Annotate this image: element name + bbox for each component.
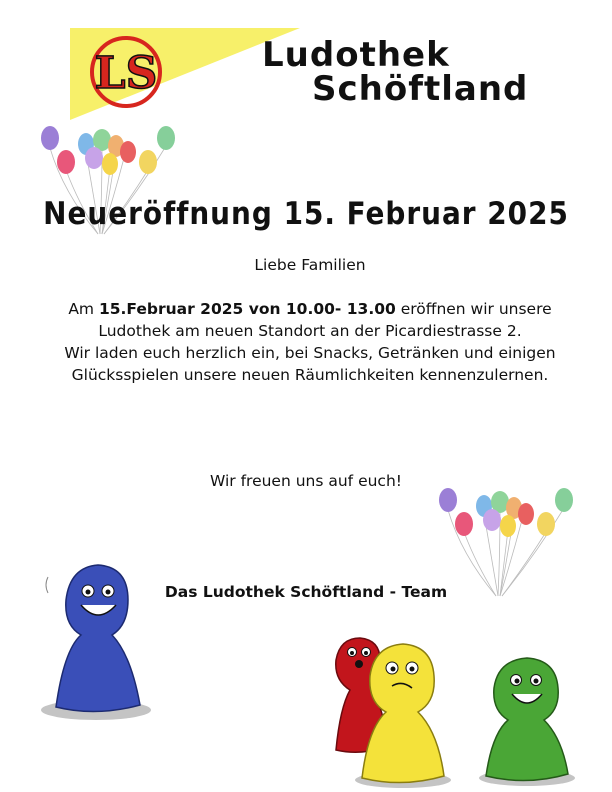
- svg-text:LS: LS: [94, 48, 158, 99]
- green-pawn-icon: [472, 650, 582, 790]
- p1-prefix: Am: [68, 300, 99, 318]
- brand-name: [262, 35, 552, 109]
- headline: Neueröffnung 15. Februar 2025: [43, 196, 569, 232]
- closing-line: Wir freuen uns auf euch!: [209, 472, 402, 490]
- brand-line-1: Ludothek: [262, 35, 450, 75]
- signature: Das Ludothek Schöftland - Team: [164, 583, 448, 601]
- invitation-body: [60, 254, 560, 386]
- paragraph-1: [60, 298, 560, 342]
- blue-pawn-icon: [36, 555, 156, 725]
- paragraph-2: Wir laden euch herzlich ein, bei Snacks, Getränken und einigen Glücksspielen unsere neuen Räumlichkeiten kennenzulernen.: [64, 344, 556, 384]
- yellow-pawn-icon: [348, 632, 458, 792]
- brand-line-2: Schöftland: [312, 69, 529, 109]
- p1-suffix: eröffnen wir unsere Ludothek am neuen Standort an der Picardiestrasse 2.: [98, 300, 552, 340]
- ls-logo-icon: [92, 38, 160, 106]
- p1-date-time: 15.Februar 2025 von 10.00- 13.00: [98, 300, 396, 318]
- greeting: Liebe Familien: [254, 256, 366, 274]
